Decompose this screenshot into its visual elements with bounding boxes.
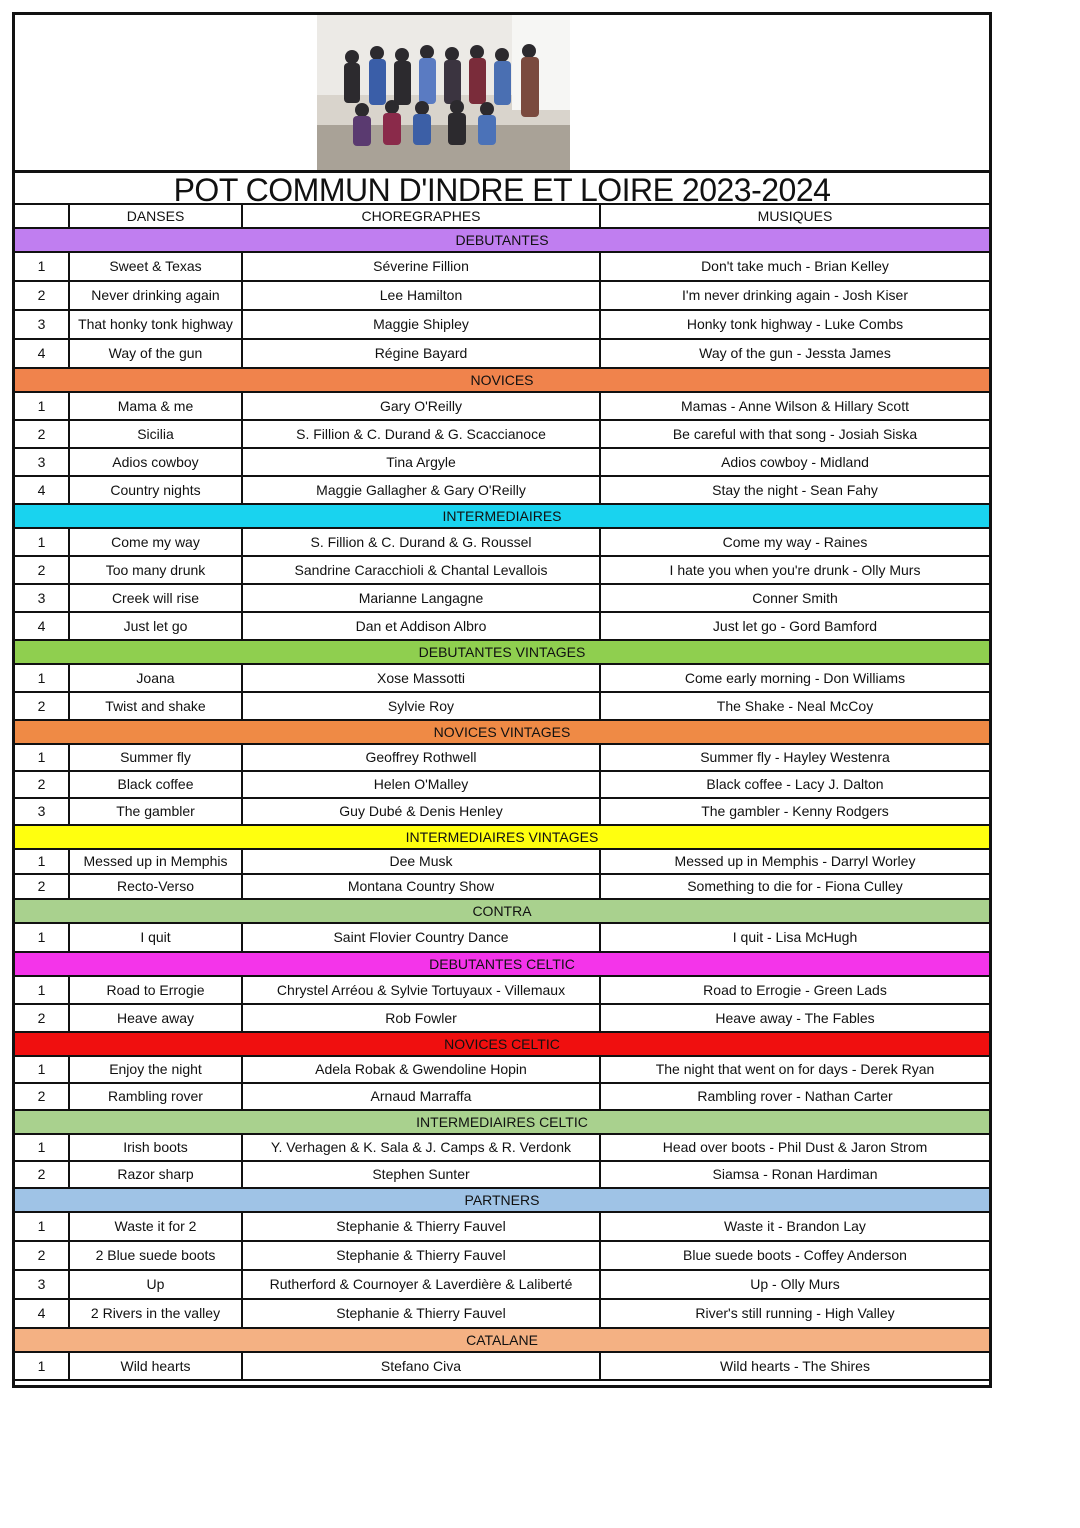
table-row [15,340,989,369]
choreographer: Sylvie Roy [243,693,601,719]
choreographer: Arnaud Marraffa [243,1084,601,1109]
row-number: 1 [15,253,70,280]
choreographer: Dan et Addison Albro [243,613,601,639]
table-row [15,1271,989,1300]
sections-container [15,229,989,1381]
music: Up - Olly Murs [750,1276,840,1292]
table-row [15,799,989,826]
music: Something to die for - Fiona Culley [687,878,903,894]
dance-name: Too many drunk [70,557,243,583]
music: Black coffee - Lacy J. Dalton [706,776,884,792]
dance-name: Joana [70,665,243,691]
dance-name: Up [70,1271,243,1298]
dance-name: Road to Errogie [70,977,243,1003]
table-row [15,693,989,721]
music: The gambler - Kenny Rodgers [701,803,889,819]
row-number: 1 [15,1353,70,1379]
row-number: 1 [15,1213,70,1240]
dance-name: Country nights [70,477,243,503]
row-number: 2 [15,693,70,719]
table-row [15,850,989,875]
table-row [15,557,989,585]
row-number: 1 [15,665,70,691]
section-header: INTERMEDIAIRES VINTAGES [15,826,989,850]
dance-name: Messed up in Memphis [70,850,243,873]
choreographer: Guy Dubé & Denis Henley [243,799,601,824]
choreographer: Geoffrey Rothwell [243,745,601,770]
row-number: 2 [15,772,70,797]
choreographer: Montana Country Show [243,875,601,898]
section-header: PARTNERS [15,1189,989,1213]
section-header: DEBUTANTES [15,229,989,253]
choreographer: Adela Robak & Gwendoline Hopin [243,1057,601,1082]
section-header: CATALANE [15,1329,989,1353]
music: Siamsa - Ronan Hardiman [712,1166,878,1182]
music: I quit - Lisa McHugh [732,929,858,945]
choreographer: Régine Bayard [243,340,601,367]
dance-name: Mama & me [70,393,243,419]
music: River's still running - High Valley [695,1305,895,1321]
header-choregraphes: CHOREGRAPHES [243,205,601,227]
music: Mamas - Anne Wilson & Hillary Scott [681,398,909,414]
music: I hate you when you're drunk - Olly Murs [669,562,921,578]
dance-name: Adios cowboy [70,449,243,475]
dance-name: 2 Rivers in the valley [70,1300,243,1327]
table-row [15,977,989,1005]
section-header: INTERMEDIAIRES [15,505,989,529]
table-row [15,1213,989,1242]
choreographer: Stefano Civa [243,1353,601,1379]
table-row [15,449,989,477]
table-row [15,253,989,282]
choreographer: Tina Argyle [243,449,601,475]
dance-name: Never drinking again [70,282,243,309]
music: Wild hearts - The Shires [720,1358,870,1374]
music: Don't take much - Brian Kelley [701,258,889,274]
table-row [15,875,989,900]
music: Rambling rover - Nathan Carter [697,1088,893,1104]
music: Head over boots - Phil Dust & Jaron Strom [662,1139,928,1155]
dance-name: Wild hearts [70,1353,243,1379]
header-musiques: MUSIQUES [757,208,833,224]
section-header: INTERMEDIAIRES CELTIC [15,1111,989,1135]
row-number: 3 [15,311,70,338]
dance-name: Irish boots [70,1135,243,1160]
row-number: 1 [15,924,70,951]
dance-name: Creek will rise [70,585,243,611]
row-number: 2 [15,1084,70,1109]
table-header-row [15,205,989,229]
row-number: 1 [15,977,70,1003]
choreographer: Stephanie & Thierry Fauvel [243,1213,601,1240]
choreographer: Y. Verhagen & K. Sala & J. Camps & R. Verdonk [243,1135,601,1160]
choreographer: Sandrine Caracchioli & Chantal Levallois [243,557,601,583]
row-number: 1 [15,529,70,555]
dance-name: Sweet & Texas [70,253,243,280]
row-number: 2 [15,1242,70,1269]
row-number: 3 [15,799,70,824]
choreographer: Marianne Langagne [243,585,601,611]
choreographer: Stephen Sunter [243,1162,601,1187]
choreographer: Dee Musk [243,850,601,873]
section-header: CONTRA [15,900,989,924]
music: Waste it - Brandon Lay [724,1218,866,1234]
dance-name: Razor sharp [70,1162,243,1187]
table-row [15,1162,989,1189]
choreographer: Maggie Gallagher & Gary O'Reilly [243,477,601,503]
choreographer: Rob Fowler [243,1005,601,1031]
row-number: 1 [15,745,70,770]
table-row [15,1135,989,1162]
music: Honky tonk highway - Luke Combs [686,316,904,332]
dance-name: Sicilia [70,421,243,447]
section-header: DEBUTANTES VINTAGES [15,641,989,665]
music: The Shake - Neal McCoy [716,698,874,714]
table-row [15,311,989,340]
row-number: 2 [15,557,70,583]
music: Road to Errogie - Green Lads [703,982,887,998]
music: Summer fly - Hayley Westenra [700,749,890,765]
table-row [15,1005,989,1033]
dance-name: Summer fly [70,745,243,770]
table-row [15,421,989,449]
choreographer: Séverine Fillion [243,253,601,280]
table-row [15,613,989,641]
music: Just let go - Gord Bamford [712,618,878,634]
page-title: POT COMMUN D'INDRE ET LOIRE 2023-2024 [15,173,989,205]
dance-name: I quit [70,924,243,951]
music: The night that went on for days - Derek Ryan [655,1061,935,1077]
dance-name: Twist and shake [70,693,243,719]
dance-name: Waste it for 2 [70,1213,243,1240]
music: Stay the night - Sean Fahy [712,482,878,498]
row-number: 3 [15,585,70,611]
row-number: 2 [15,875,70,898]
row-number: 1 [15,850,70,873]
dance-name: Black coffee [70,772,243,797]
music: Heave away - The Fables [715,1010,875,1026]
row-number: 2 [15,282,70,309]
music: Come early morning - Don Williams [684,670,906,686]
table-row [15,745,989,772]
section-header: NOVICES VINTAGES [15,721,989,745]
choreographer: S. Fillion & C. Durand & G. Scaccianoce [243,421,601,447]
row-number: 4 [15,613,70,639]
table-row [15,477,989,505]
table-row [15,282,989,311]
music: Adios cowboy - Midland [721,454,869,470]
music: Way of the gun - Jessta James [699,345,891,361]
choreographer: Xose Massotti [243,665,601,691]
music: I'm never drinking again - Josh Kiser [682,287,908,303]
photo-row [15,15,989,173]
group-photo [317,15,570,170]
table-row [15,585,989,613]
dance-name: Heave away [70,1005,243,1031]
choreographer: Rutherford & Cournoyer & Laverdière & Laliberté [243,1271,601,1298]
section-header: NOVICES [15,369,989,393]
row-number: 4 [15,340,70,367]
section-header: NOVICES CELTIC [15,1033,989,1057]
table-row [15,924,989,953]
table-row [15,529,989,557]
music: Be careful with that song - Josiah Siska [672,426,918,442]
row-number: 3 [15,1271,70,1298]
music: Come my way - Raines [722,534,868,550]
choreographer: Helen O'Malley [243,772,601,797]
dance-table [15,205,989,1381]
dance-name: Rambling rover [70,1084,243,1109]
table-row [15,1057,989,1084]
section-header: DEBUTANTES CELTIC [15,953,989,977]
table-row [15,772,989,799]
header-number [15,205,70,227]
choreographer: Maggie Shipley [243,311,601,338]
row-number: 2 [15,1005,70,1031]
music: Conner Smith [752,590,838,606]
row-number: 1 [15,1057,70,1082]
table-row [15,1084,989,1111]
dance-name: 2 Blue suede boots [70,1242,243,1269]
music: Messed up in Memphis - Darryl Worley [674,853,916,869]
row-number: 1 [15,393,70,419]
dance-name: Enjoy the night [70,1057,243,1082]
dance-list-sheet [12,12,992,1388]
choreographer: Stephanie & Thierry Fauvel [243,1242,601,1269]
dance-name: Just let go [70,613,243,639]
choreographer: Saint Flovier Country Dance [243,924,601,951]
row-number: 4 [15,477,70,503]
choreographer: S. Fillion & C. Durand & G. Roussel [243,529,601,555]
dance-name: Recto-Verso [70,875,243,898]
dance-name: Way of the gun [70,340,243,367]
choreographer: Gary O'Reilly [243,393,601,419]
dance-name: That honky tonk highway [70,311,243,338]
choreographer: Chrystel Arréou & Sylvie Tortuyaux - Villemaux [243,977,601,1003]
row-number: 3 [15,449,70,475]
row-number: 2 [15,1162,70,1187]
table-row [15,1353,989,1381]
music: Blue suede boots - Coffey Anderson [683,1247,907,1263]
table-row [15,393,989,421]
choreographer: Lee Hamilton [243,282,601,309]
table-row [15,1242,989,1271]
table-row [15,1300,989,1329]
row-number: 4 [15,1300,70,1327]
dance-name: Come my way [70,529,243,555]
choreographer: Stephanie & Thierry Fauvel [243,1300,601,1327]
row-number: 2 [15,421,70,447]
dance-name: The gambler [70,799,243,824]
header-danses: DANSES [70,205,243,227]
table-row [15,665,989,693]
row-number: 1 [15,1135,70,1160]
